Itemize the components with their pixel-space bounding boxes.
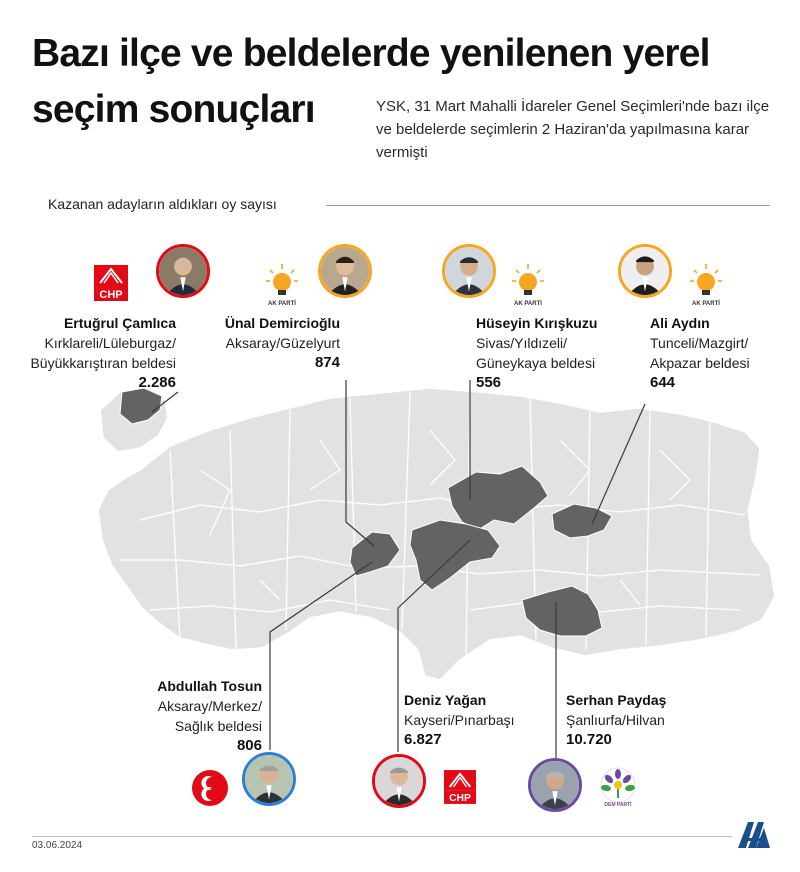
subtitle: YSK, 31 Mart Mahalli İdareler Genel Seçimleri'nde bazı ilçe ve beldelerde seçimlerin 2 Haziran'da yapılmasına karar vermişti (376, 98, 770, 161)
candidate-location: Sivas/Yıldızeli/ (476, 335, 568, 351)
candidate-photo-yagan (372, 754, 426, 808)
candidate-location-2: Büyükkarıştıran beldesi (30, 355, 176, 371)
candidate-location-2: Sağlık beldesi (174, 718, 262, 734)
candidate-location: Kayseri/Pınarbaşı (404, 712, 515, 728)
candidate-card-tosun (100, 676, 262, 756)
candidate-votes: 556 (476, 374, 502, 391)
candidate-photo-aydin (618, 244, 672, 298)
akparti-logo (688, 262, 724, 313)
chp-logo (444, 770, 476, 809)
svg-text:DEM PARTİ: DEM PARTİ (604, 802, 632, 808)
svg-text:AK PARTİ: AK PARTİ (268, 301, 296, 307)
akparti-logo (264, 262, 300, 313)
svg-text:AK PARTİ: AK PARTİ (514, 301, 542, 307)
publish-date: 03.06.2024 (32, 840, 83, 851)
footer-divider (32, 836, 732, 837)
candidate-location: Kırklareli/Lüleburgaz/ (44, 335, 176, 351)
candidate-card-demircioglu (196, 313, 340, 373)
title-line-2: seçim sonuçları (32, 88, 315, 131)
candidate-votes: 644 (650, 374, 676, 391)
candidate-card-paydas (566, 690, 726, 750)
candidate-name: Deniz Yağan (404, 692, 487, 708)
candidate-votes: 2.286 (138, 374, 176, 391)
svg-text:CHP: CHP (99, 289, 123, 301)
candidate-votes: 10.720 (566, 731, 612, 748)
candidate-location-2: Akpazar beldesi (650, 355, 750, 371)
candidate-card-camlica (20, 313, 176, 393)
svg-text:CHP: CHP (449, 793, 471, 804)
candidate-photo-demircioglu (318, 244, 372, 298)
akparti-logo (510, 262, 546, 313)
aa-logo (736, 818, 772, 855)
candidate-photo-tosun (242, 752, 296, 806)
candidate-card-kiriskuzu (476, 313, 636, 393)
candidate-location: Şanlıurfa/Hilvan (566, 712, 665, 728)
candidate-name: Ünal Demircioğlu (224, 315, 340, 331)
candidate-name: Serhan Paydaş (566, 692, 667, 708)
candidate-card-aydin (650, 313, 780, 393)
candidate-name: Ali Aydın (650, 315, 710, 331)
title-line-1: Bazı ilçe ve beldelerde yenilenen yerel (32, 32, 710, 75)
candidate-location: Aksaray/Güzelyurt (225, 335, 340, 351)
mhp-logo (190, 768, 230, 813)
candidate-name: Abdullah Tosun (157, 678, 262, 694)
section-label: Kazanan adayların aldıkları oy sayısı (48, 196, 277, 212)
candidate-location: Aksaray/Merkez/ (157, 698, 262, 714)
candidate-photo-kiriskuzu (442, 244, 496, 298)
candidate-name: Ertuğrul Çamlıca (63, 315, 176, 331)
candidate-photo-camlica (156, 244, 210, 298)
candidate-photo-paydas (528, 758, 582, 812)
candidate-votes: 6.827 (404, 731, 442, 748)
candidate-card-yagan (404, 690, 544, 750)
svg-text:AK PARTİ: AK PARTİ (692, 301, 720, 307)
candidate-name: Hüseyin Kırışkuzu (476, 315, 598, 331)
chp-logo (94, 265, 128, 306)
candidate-votes: 806 (236, 737, 262, 754)
dem-parti-logo (598, 766, 638, 813)
candidate-location: Tunceli/Mazgirt/ (650, 335, 749, 351)
candidate-votes: 874 (314, 354, 340, 371)
candidate-location-2: Güneykaya beldesi (476, 355, 596, 371)
